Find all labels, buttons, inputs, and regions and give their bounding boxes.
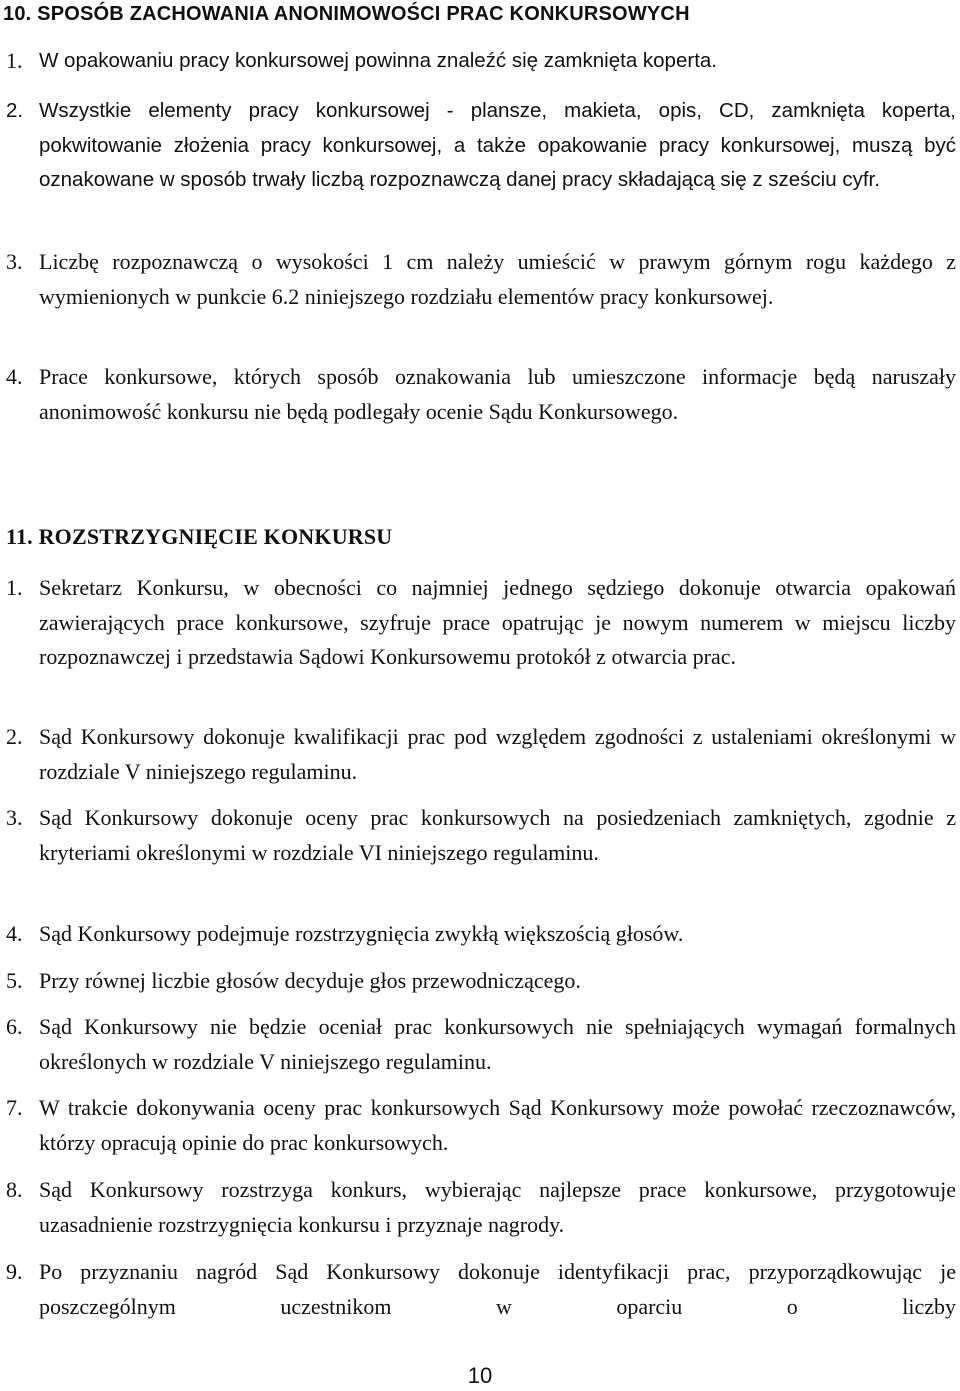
item-number: 2. (6, 99, 24, 122)
item-number: 3. (6, 805, 23, 830)
section-10-item-3 (6, 245, 956, 314)
section-11-item-8 (6, 1173, 956, 1242)
item-number: 5. (6, 968, 23, 993)
item-text: Przy równej liczbie głosów decyduje głos przewodniczącego. (39, 968, 581, 993)
section-10-heading: 10. SPOSÓB ZACHOWANIA ANONIMOWOŚCI PRAC KONKURSOWYCH (3, 3, 690, 25)
section-11-item-6 (6, 1010, 956, 1079)
section-11-item-5 (6, 964, 956, 999)
item-text: Prace konkursowe, których sposób oznakowania lub umieszczone informacje będą naruszały anonimowość konkursu nie będą podlegały ocenie Sądu Konkursowego. (39, 364, 956, 424)
item-text: Liczbę rozpoznawczą o wysokości 1 cm należy umieścić w prawym górnym rogu każdego z wymienionych w punkcie 6.2 niniejszego rozdziału elementów pracy konkursowej. (39, 249, 956, 309)
section-11-heading: 11. ROZSTRZYGNIĘCIE KONKURSU (6, 524, 393, 549)
item-text: W trakcie dokonywania oceny prac konkursowych Sąd Konkursowy może powołać rzeczoznawców, którzy opracują opinie do prac konkursowych. (39, 1095, 956, 1155)
item-text: Po przyznaniu nagród Sąd Konkursowy dokonuje identyfikacji prac, przyporządkowując je poszczególnym uczestnikom w oparciu o liczby (39, 1259, 956, 1319)
item-number: 8. (6, 1177, 23, 1202)
item-number: 6. (6, 1014, 23, 1039)
item-number: 1. (6, 48, 23, 73)
item-number: 4. (6, 921, 23, 946)
item-number: 7. (6, 1095, 23, 1120)
item-text: Wszystkie elementy pracy konkursowej - plansze, makieta, opis, CD, zamknięta koperta, pokwitowanie złożenia pracy konkursowej, a także opakowanie pracy konkursowej, muszą być oznakowane w sposób trwały liczbą rozpoznawczą danej pracy składającą się z sześciu cyfr. (39, 99, 956, 191)
section-11-item-3 (6, 801, 956, 870)
item-text: W opakowaniu pracy konkursowej powinna znaleźć się zamknięta koperta. (39, 49, 717, 72)
item-text: Sekretarz Konkursu, w obecności co najmniej jednego sędziego dokonuje otwarcia opakowań zawierających prace konkursowe, szyfruje prace opatrując je nowym numerem w miejscu liczby rozpoznawczej i przedstawia Sądowi Konkursowemu protokół z otwarcia prac. (39, 575, 956, 669)
item-text: Sąd Konkursowy nie będzie oceniał prac konkursowych nie spełniających wymagań formalnych określonych w rozdziale V niniejszego regulaminu. (39, 1014, 956, 1074)
section-10-item-1 (6, 44, 956, 79)
item-number: 2. (6, 724, 23, 749)
section-11-item-9 (6, 1255, 956, 1324)
item-text: Sąd Konkursowy dokonuje oceny prac konkursowych na posiedzeniach zamkniętych, zgodnie z kryteriami określonymi w rozdziale VI niniejszego regulaminu. (39, 805, 956, 865)
item-number: 1. (6, 575, 23, 600)
item-text: Sąd Konkursowy podejmuje rozstrzygnięcia zwykłą większością głosów. (39, 921, 684, 946)
section-11-item-2 (6, 720, 956, 789)
item-number: 9. (6, 1259, 23, 1284)
section-11-item-4 (6, 917, 956, 952)
section-11-item-1 (6, 571, 956, 675)
section-10-item-4 (6, 360, 956, 429)
item-number: 3. (6, 249, 23, 274)
section-11-item-7 (6, 1091, 956, 1160)
page-number: 10 (467, 1363, 493, 1388)
item-text: Sąd Konkursowy dokonuje kwalifikacji prac pod względem zgodności z ustaleniami określonymi w rozdziale V niniejszego regulaminu. (39, 724, 956, 784)
item-number: 4. (6, 364, 23, 389)
item-text: Sąd Konkursowy rozstrzyga konkurs, wybierając najlepsze prace konkursowe, przygotowuje uzasadnienie rozstrzygnięcia konkursu i przyznaje nagrody. (39, 1177, 956, 1237)
section-10-item-2 (6, 94, 956, 198)
